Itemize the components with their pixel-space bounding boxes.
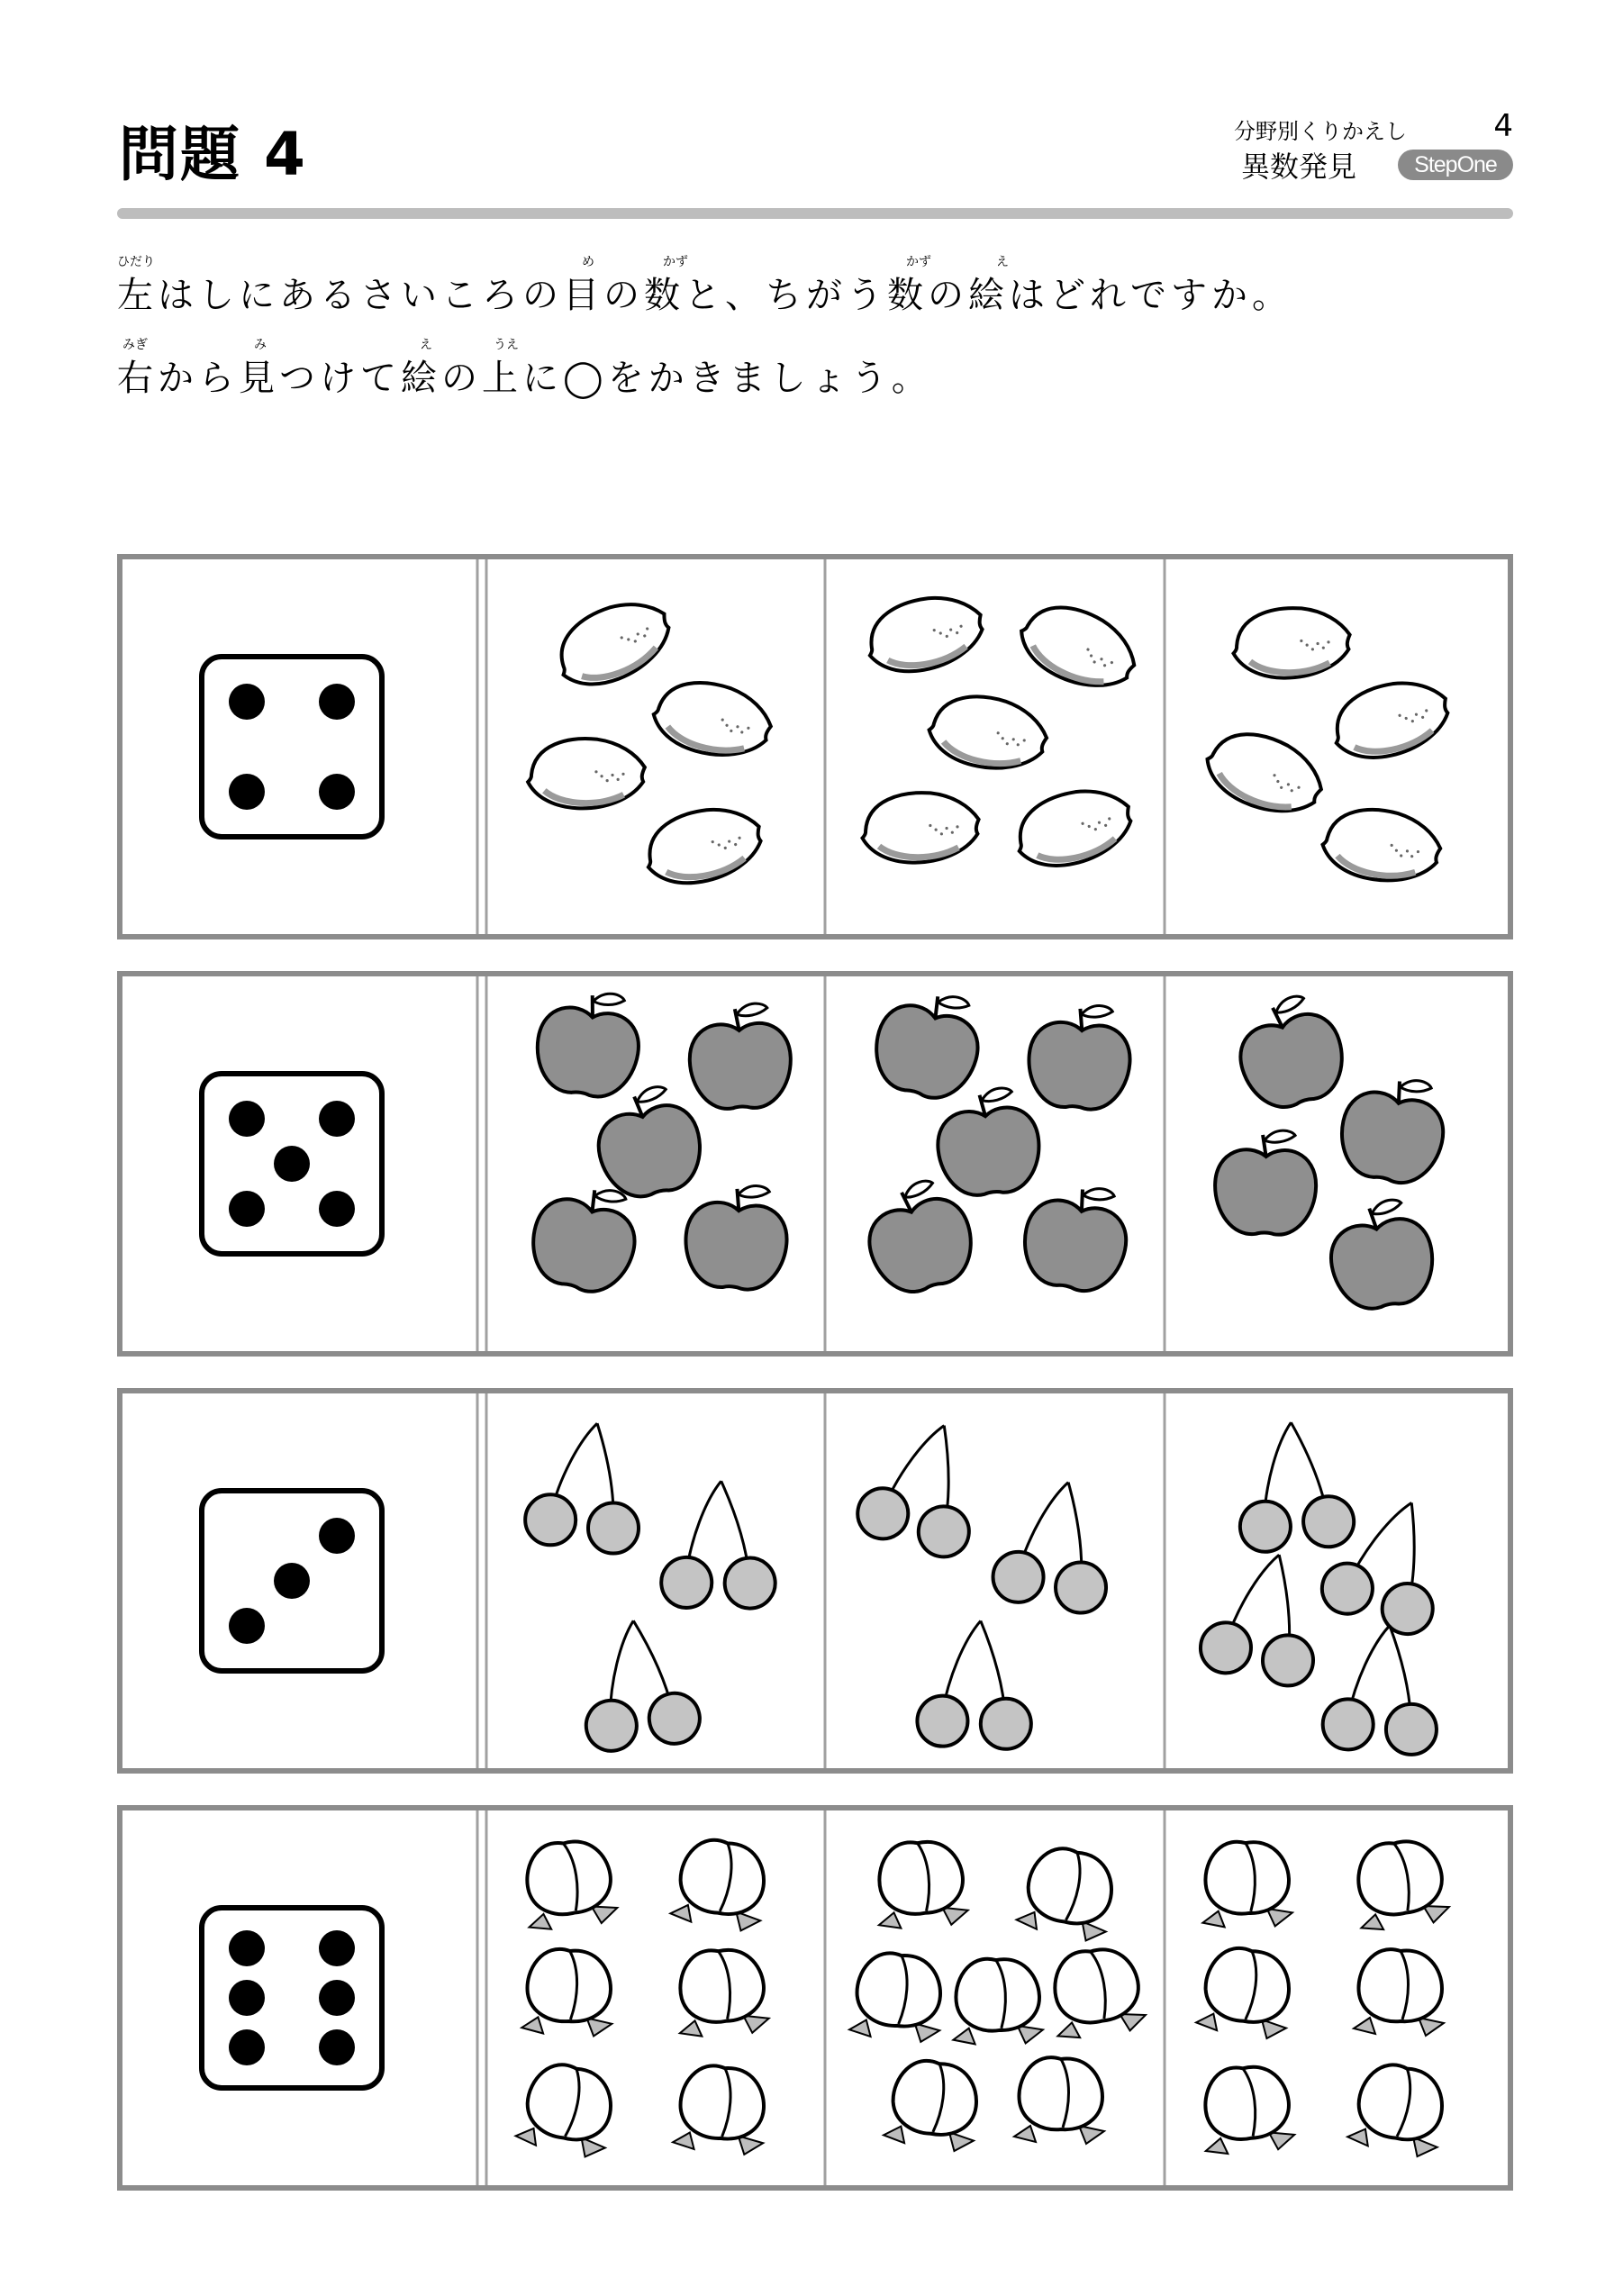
die-pip	[319, 1518, 355, 1554]
row-svg-lemons	[117, 554, 1513, 939]
die-pip	[229, 2029, 265, 2065]
die-icon	[202, 1908, 382, 2088]
die-icon	[202, 1491, 382, 1671]
series-label: 分野別くりかえし	[1234, 119, 1407, 144]
cherry	[1385, 1703, 1437, 1756]
page-title: 問題 4	[119, 120, 307, 189]
die-face	[202, 657, 382, 837]
die-pip	[229, 774, 265, 810]
cherry	[916, 1694, 970, 1748]
furigana-kazu-1: かず	[663, 255, 688, 269]
row-svg-apples	[117, 971, 1513, 1357]
die-icon	[202, 1074, 382, 1254]
stepone-badge: StepOne	[1398, 150, 1513, 180]
peach-body	[1203, 1839, 1291, 1916]
die-pip	[319, 1191, 355, 1227]
cherry	[992, 1550, 1045, 1603]
instruction-line-2: 右から見つけて絵の上に◯をかきましょう。	[117, 358, 932, 399]
cherry	[588, 1502, 639, 1554]
furigana-e-1: え	[996, 255, 1009, 269]
die-pip	[229, 1930, 265, 1966]
peach-body	[1358, 1949, 1442, 2021]
peach	[1354, 1949, 1444, 2036]
header-rule	[117, 208, 1513, 219]
peach-body	[954, 1956, 1041, 2033]
furigana-kazu-2: かず	[906, 255, 931, 269]
die-pip	[319, 684, 355, 720]
furigana-mi: み	[254, 338, 267, 352]
die-icon	[202, 657, 382, 837]
die-pip	[274, 1563, 310, 1599]
question-row-lemons	[117, 554, 1513, 939]
die-pip	[229, 1980, 265, 2016]
furigana-hidari: ひだり	[117, 255, 155, 269]
topic-label: 異数発見	[1241, 150, 1357, 184]
die-pip	[274, 1146, 310, 1182]
cherry	[525, 1494, 576, 1546]
die-pip	[229, 1191, 265, 1227]
die-pip	[319, 1930, 355, 1966]
question-row-apples	[117, 971, 1513, 1357]
cherry	[1055, 1561, 1108, 1614]
die-pip	[229, 684, 265, 720]
die-pip	[319, 774, 355, 810]
question-row-cherries	[117, 1388, 1513, 1774]
furigana-me: め	[582, 255, 594, 269]
row-svg-peaches	[117, 1805, 1513, 2191]
instruction-line-1: 左はしにあるさいころの目の数と、ちがう数の絵はどれですか。	[117, 275, 1292, 316]
row-svg-cherries	[117, 1388, 1513, 1774]
question-row-peaches	[117, 1805, 1513, 2191]
apple-body	[688, 1022, 792, 1111]
peach-body	[1019, 2057, 1102, 2129]
die-pip	[319, 2029, 355, 2065]
die-pip	[229, 1608, 265, 1644]
die-pip	[319, 1980, 355, 2016]
furigana-e-2: え	[420, 338, 432, 352]
die-pip	[229, 1101, 265, 1137]
furigana-ue: うえ	[494, 338, 519, 352]
cherry	[1322, 1698, 1374, 1750]
apple-body	[1214, 1149, 1317, 1236]
cherry	[979, 1697, 1033, 1751]
page-number: 4	[1493, 108, 1513, 144]
peach	[1014, 2057, 1104, 2144]
furigana-migi: みぎ	[122, 338, 148, 352]
peach-body	[527, 1948, 612, 2022]
die-pip	[319, 1101, 355, 1137]
